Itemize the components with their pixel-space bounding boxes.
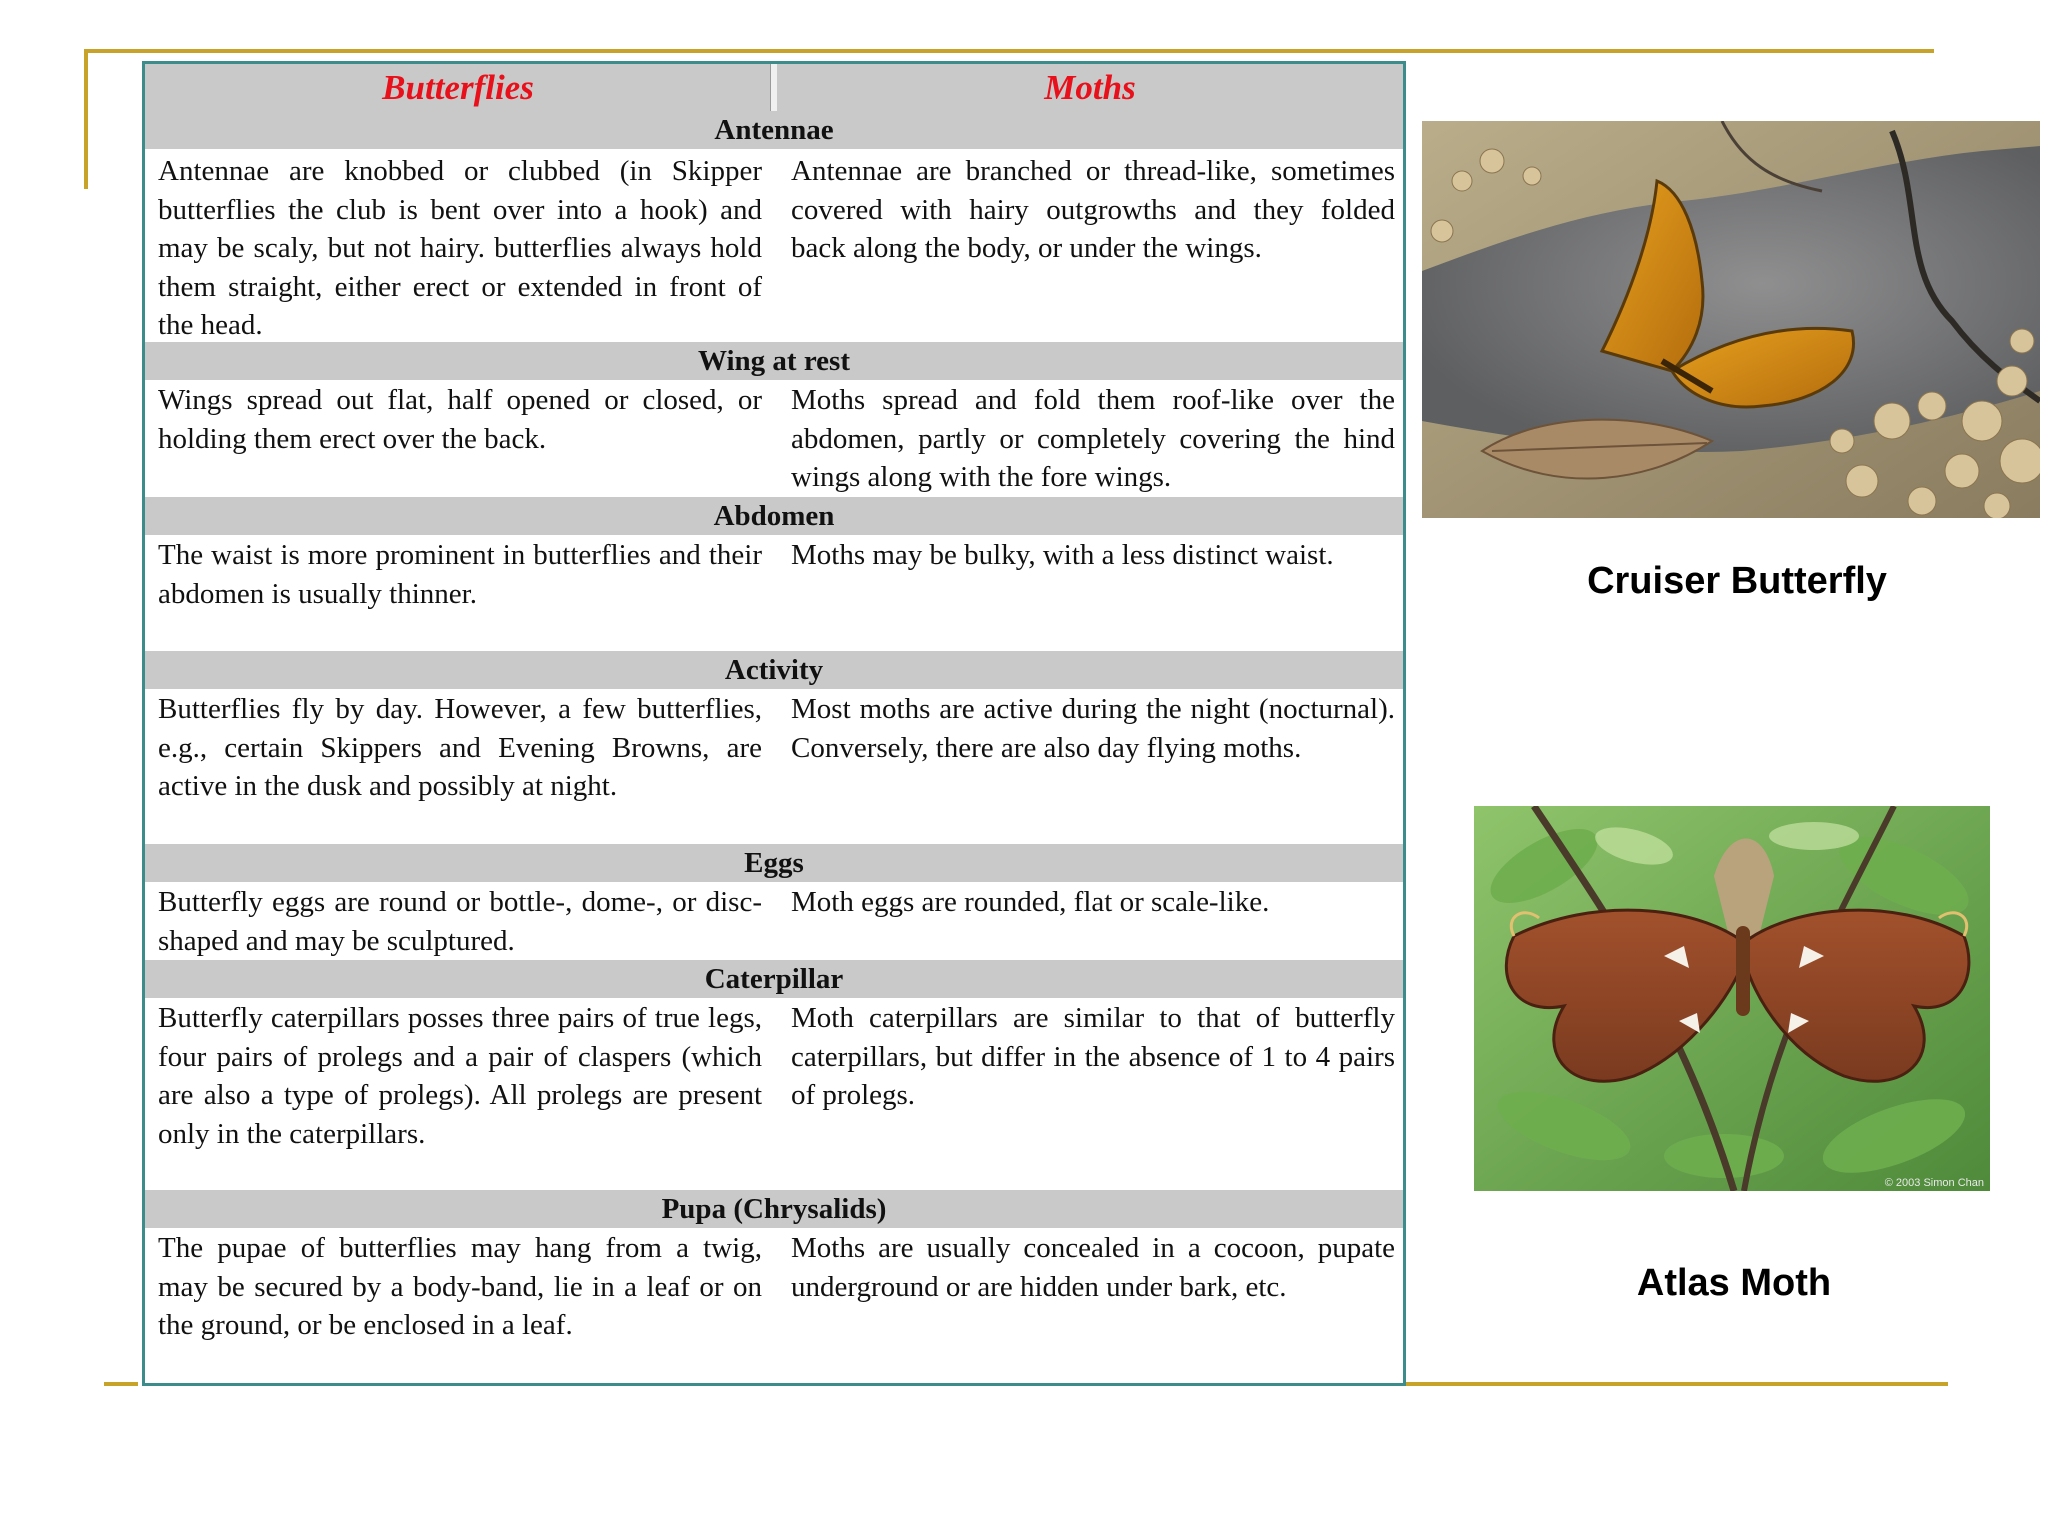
atlas-moth-caption: Atlas Moth	[1636, 1262, 1832, 1304]
frame-bottom-line-right	[1406, 1382, 1948, 1386]
cell-pupa-butterflies: The pupae of butterflies may hang from a twig, may be secured by a body-band, lie in a leaf or on the ground, or be enclosed in a leaf.	[158, 1232, 762, 1341]
cell-caterpillar-butterflies: Butterfly caterpillars posses three pairs of true legs, four pairs of prolegs and a pair of claspers (which are also a type of prolegs). All prolegs are present only in the caterpillars.	[158, 1002, 762, 1150]
frame-top-line	[84, 49, 1934, 53]
header-butterflies: Butterflies	[145, 64, 775, 111]
moth-photo-watermark: © 2003 Simon Chan	[1884, 1177, 1984, 1189]
cell-wing-butterflies: Wings spread out flat, half opened or closed, or holding them erect over the back.	[158, 384, 762, 455]
comparison-table	[142, 61, 1406, 1386]
section-title-abdomen: Abdomen	[145, 497, 1403, 535]
frame-bottom-line-left	[104, 1382, 138, 1386]
cell-abdomen-moths: Moths may be bulky, with a less distinct waist.	[791, 539, 1334, 571]
cell-caterpillar-moths: Moth caterpillars are similar to that of butterfly caterpillars, but differ in the absence of 1 to 4 pairs of prolegs.	[791, 1002, 1395, 1111]
table-header	[145, 64, 1403, 111]
atlas-moth-photo	[1474, 806, 1990, 1191]
cell-activity-butterflies: Butterflies fly by day. However, a few butterflies, e.g., certain Skippers and Evening Browns, are active in the dusk and possibly at night.	[158, 693, 762, 802]
cell-antennae-butterflies: Antennae are knobbed or clubbed (in Skipper butterflies the club is bent over into a hook) and may be scaly, but not hairy. butterflies always hold them straight, either erect or extended in front of the head.	[158, 155, 762, 341]
cell-eggs-moths: Moth eggs are rounded, flat or scale-like.	[791, 886, 1270, 918]
cell-wing-moths: Moths spread and fold them roof-like over the abdomen, partly or completely covering the hind wings along with the fore wings.	[791, 384, 1395, 493]
section-title-wing-at-rest: Wing at rest	[145, 342, 1403, 380]
header-moths: Moths	[775, 64, 1403, 111]
frame-left-line	[84, 49, 88, 189]
cell-eggs-butterflies: Butterfly eggs are round or bottle-, dome-, or disc-shaped and may be sculptured.	[158, 886, 762, 957]
cell-pupa-moths: Moths are usually concealed in a cocoon, pupate underground or are hidden under bark, etc.	[791, 1232, 1395, 1303]
cell-activity-moths: Most moths are active during the night (nocturnal). Conversely, there are also day flying moths.	[791, 693, 1395, 764]
cruiser-butterfly-photo	[1422, 121, 2040, 518]
section-title-activity: Activity	[145, 651, 1403, 689]
cell-abdomen-butterflies: The waist is more prominent in butterflies and their abdomen is usually thinner.	[158, 539, 762, 610]
cell-antennae-moths: Antennae are branched or thread-like, sometimes covered with hairy outgrowths and they folded back along the body, or under the wings.	[791, 155, 1395, 264]
section-title-eggs: Eggs	[145, 844, 1403, 882]
section-title-pupa: Pupa (Chrysalids)	[145, 1190, 1403, 1228]
section-title-caterpillar: Caterpillar	[145, 960, 1403, 998]
section-title-antennae: Antennae	[145, 111, 1403, 149]
cruiser-butterfly-caption: Cruiser Butterfly	[1587, 560, 1887, 602]
